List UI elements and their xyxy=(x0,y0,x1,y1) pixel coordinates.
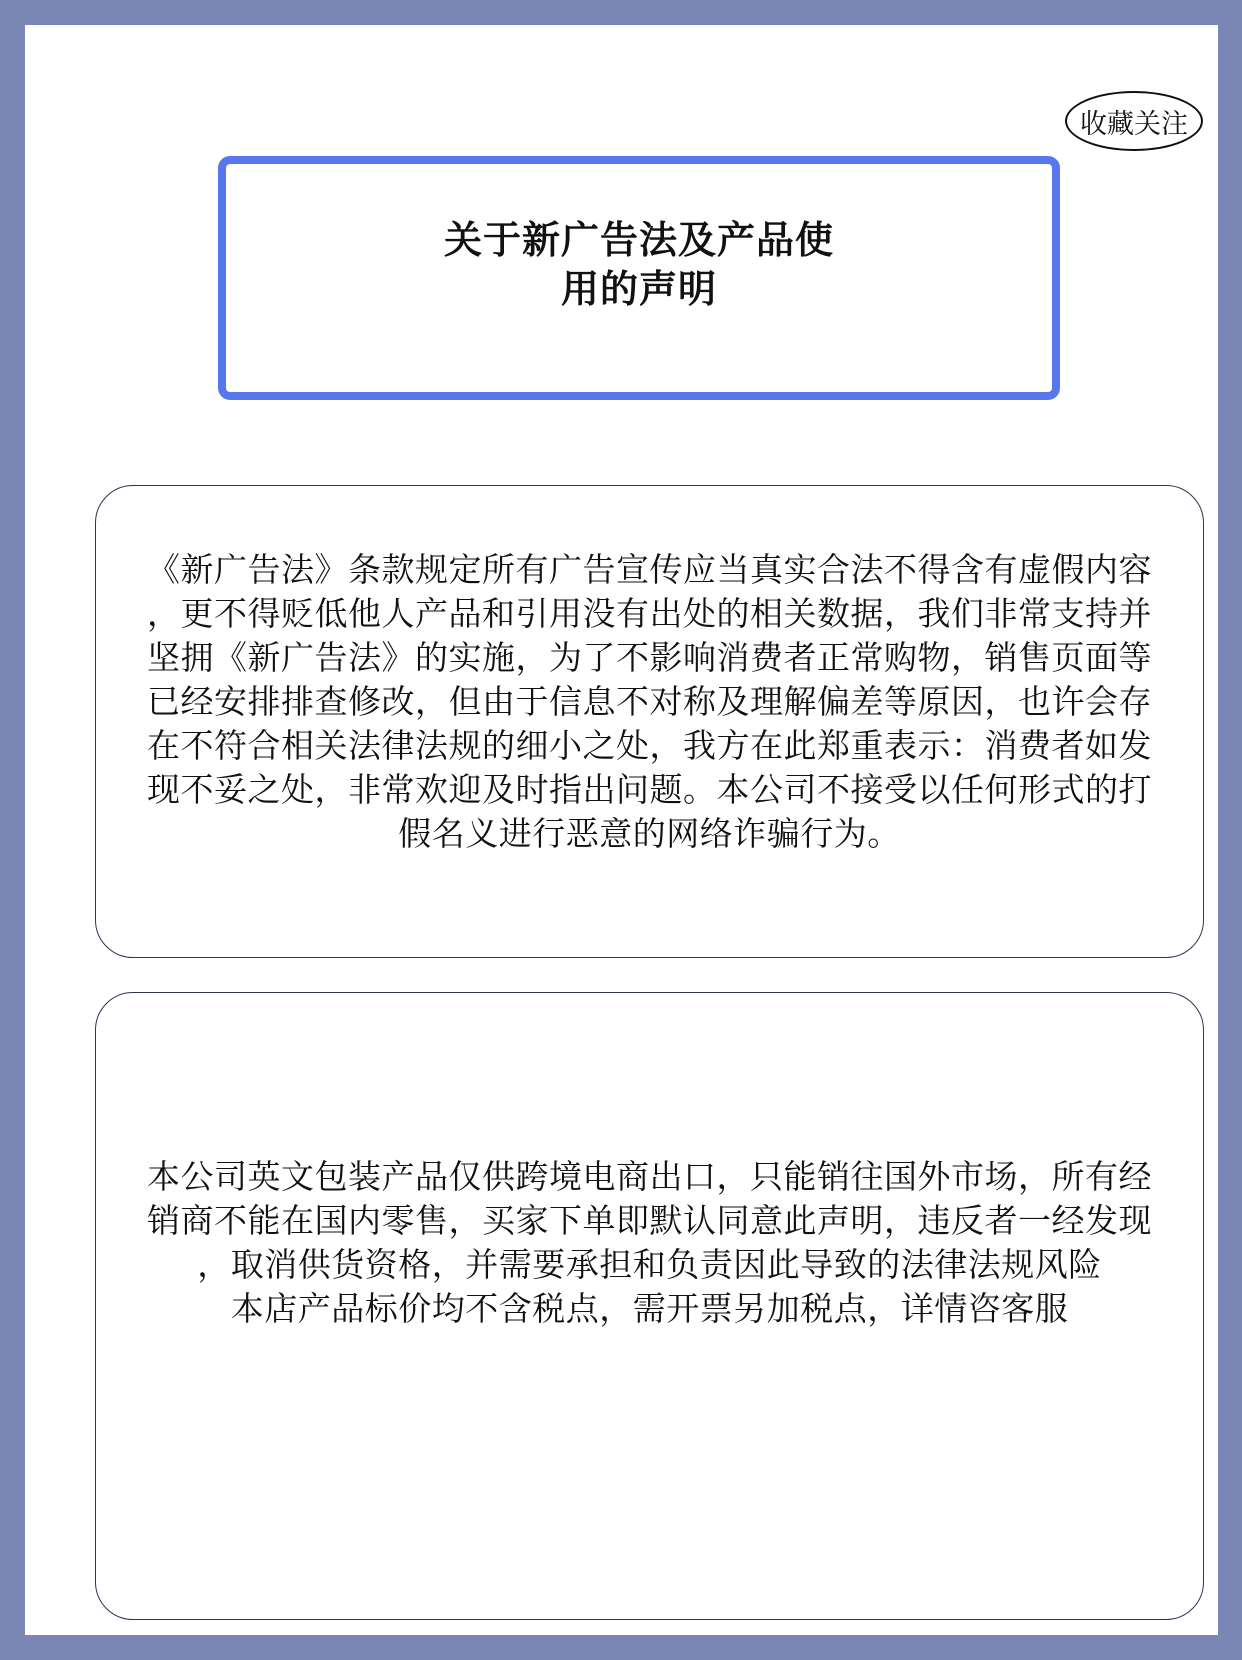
export-notice-card xyxy=(95,992,1204,1620)
notice-line: 坚拥《新广告法》的实施，为了不影响消费者正常购物，销售页面等 xyxy=(147,638,1152,677)
notice-line: ，更不得贬低他人产品和引用没有出处的相关数据，我们非常支持并 xyxy=(147,594,1152,633)
page-title xyxy=(226,216,1052,314)
export-notice-text xyxy=(106,1155,1193,1331)
export-line: 销商不能在国内零售，买家下单即默认同意此声明，违反者一经发现 xyxy=(147,1201,1152,1240)
notice-line: 现不妥之处，非常欢迎及时指出问题。本公司不接受以任何形式的打 xyxy=(147,770,1152,809)
export-line: ，取消供货资格，并需要承担和负责因此导致的法律法规风险 xyxy=(197,1245,1102,1284)
notice-line: 在不符合相关法律法规的细小之处，我方在此郑重表示：消费者如发 xyxy=(147,726,1152,765)
export-line: 本店产品标价均不含税点，需开票另加税点，详情咨客服 xyxy=(230,1289,1069,1328)
follow-button[interactable]: 收藏关注 xyxy=(1065,91,1203,151)
export-line: 本公司英文包装产品仅供跨境电商出口，只能销往国外市场，所有经 xyxy=(147,1157,1152,1196)
notice-line: 假名义进行恶意的网络诈骗行为。 xyxy=(398,814,901,853)
advertising-law-notice-card xyxy=(95,485,1204,958)
advertising-law-notice-text xyxy=(106,548,1193,856)
title-line: 用的声明 xyxy=(560,267,717,311)
title-line: 关于新广告法及产品使 xyxy=(443,218,834,262)
page-sheet xyxy=(25,25,1218,1635)
notice-line: 《新广告法》条款规定所有广告宣传应当真实合法不得含有虚假内容 xyxy=(147,550,1152,589)
notice-line: 已经安排排查修改，但由于信息不对称及理解偏差等原因，也许会存 xyxy=(147,682,1152,721)
title-box xyxy=(218,156,1060,400)
